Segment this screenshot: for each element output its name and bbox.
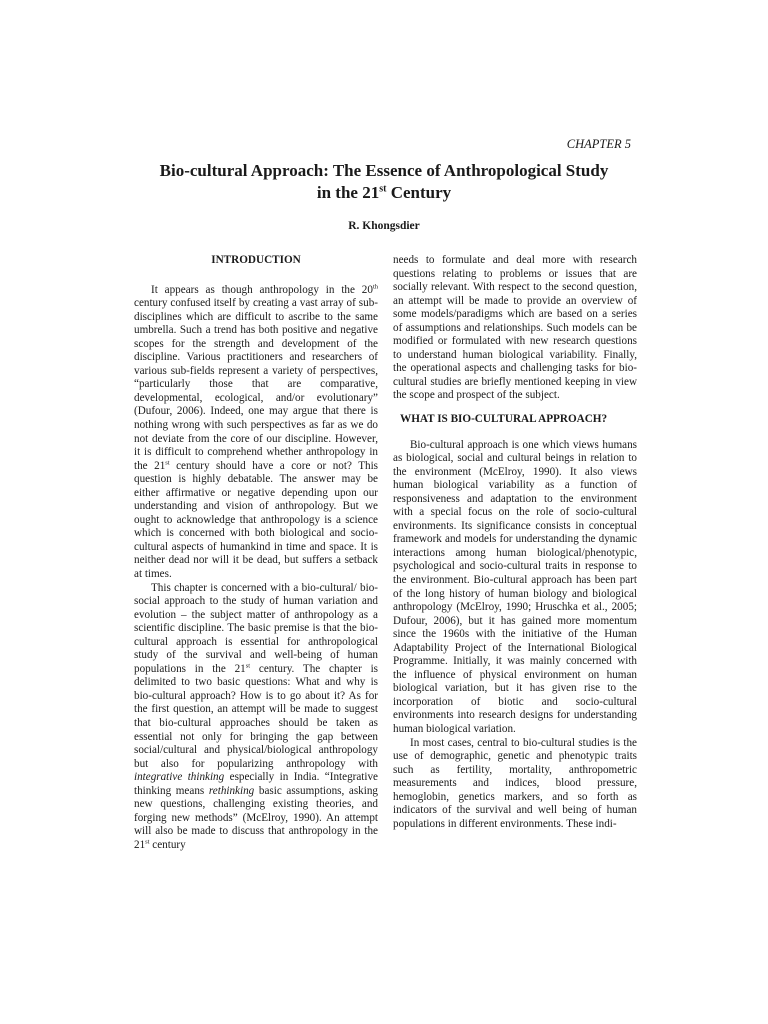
superscript: th [372, 282, 378, 290]
text-run: It appears as though anthropology in the 20 [151, 283, 373, 296]
text-run: century confused itself by creating a vast array of sub-disciplines which are difficult to ascribe to the same umbrella. Such a trend has both positive and negative scopes for the strength and development of the discipline. Various practitioners and researchers of various sub-fields represent a variety of perspectives, “particularly those that are comparative, developmental, ecological, and/or evolutionary” (Dufour, 2006). Indeed, one may argue that there is nothing wrong with such perspectives as far as we do not deviate from the core of our discipline. However, it is difficult to comprehend whether anthropology in the 21 [134, 297, 378, 472]
superscript: st [165, 458, 170, 466]
chapter-label: CHAPTER 5 [566, 137, 631, 151]
text-run: especially in India. “Integrative thinking means [134, 771, 378, 797]
title-line-2-end: Century [386, 183, 452, 202]
title-line-1: Bio-cultural Approach: The Essence of Anthropological Study [159, 161, 609, 180]
left-column [134, 254, 378, 852]
intro-paragraph-2 [134, 582, 378, 853]
continued-paragraph: needs to formulate and deal more with research questions relating to problems or issues that are socially relevant. With respect to the second question, an attempt will be made to provide an overview of some models/paradigms which are based on a series of assumptions and relationships. Such models can be modified or formulated with new research questions to understand human biological variability. Finally, the operational aspects and challenging tasks for bio-cultural studies are briefly mentioned keeping in view the scope and prospect of the subject. [393, 254, 637, 402]
superscript: st [145, 838, 150, 846]
text-run: century. The chapter is delimited to two basic questions: What and why is bio-cultural approach? How is to go about it? As for the first question, an attempt will be made to suggest that bio-cultural approaches should be taken as essential not only for bringing the gap between social/cultural and physical/biological anthropology but also for popularizing anthropology with [134, 662, 379, 770]
title-line-2-start: in the 21 [316, 183, 380, 202]
emphasis: rethinking [208, 784, 255, 797]
title-superscript: st [379, 183, 387, 195]
introduction-heading: INTRODUCTION [211, 254, 301, 266]
author-name: R. Khongsdier [348, 220, 420, 232]
chapter-title [100, 160, 668, 204]
biocultural-paragraph-2: In most cases, central to bio-cultural studies is the use of demographic, genetic and phenotypic traits such as fertility, mortality, anthropometric measurements and indices, blood pressure, hemoglobin, genetics markers, and so forth as indicators of the survival and well being of human populations in different environments. These indi- [393, 736, 637, 830]
emphasis: integrative thinking [134, 771, 225, 784]
right-column [393, 254, 637, 831]
section-heading-biocultural: WHAT IS BIO-CULTURAL APPROACH? [400, 413, 608, 426]
text-run: century [149, 838, 186, 851]
text-run: This chapter is concerned with a bio-cultural/ bio-social approach to the study of human variation and evolution – the subject matter of anthropology as a scientific discipline. The basic premise is that the bio-cultural approach is essential for anthropological study of the survival and well-being of human populations in the 21 [134, 581, 378, 675]
text-run: century should have a core or not? This question is highly debatable. The answer may be either affirmative or negative depending upon our understanding and vision of anthropology. But we ought to acknowledge that anthropology is a science which is concerned with both biological and socio-cultural aspects of humankind in time and space. It is neither dead nor will it be dead, but suffers a setback at times. [134, 459, 378, 580]
superscript: st [245, 662, 251, 670]
biocultural-paragraph-1: Bio-cultural approach is one which views humans as biological, social and cultural beings in relation to the environment (McElroy, 1990). It also views human biological variability as a function of responsiveness and adaptation to the environment with a special focus on the role of socio-cultural environments. Its significance consists in conceptual framework and models for understanding the dynamic interactions among human biological/phenotypic, psychological and socio-cultural traits in response to the environment. Bio-cultural approach has been part of the long history of human biology and biological anthropology (McElroy, 1990; Hruschka et al., 2005; Dufour, 2006), but it has gained more momentum since the 1960s with the initiative of the Human Adaptability Project of the International Biological Programme. Initially, it was mainly concerned with the influence of physical environment on human biological variation, but it has given rise to the incorporation of biotic and socio-cultural environments into research designs for understanding human biological variation. [393, 438, 637, 735]
text-run: basic assumptions, asking new questions, challenging existing theories, and forging new methods” (McElroy, 1990). An attempt will also be made to discuss that anthropology in the 21 [134, 784, 378, 851]
intro-paragraph-1 [134, 284, 378, 582]
